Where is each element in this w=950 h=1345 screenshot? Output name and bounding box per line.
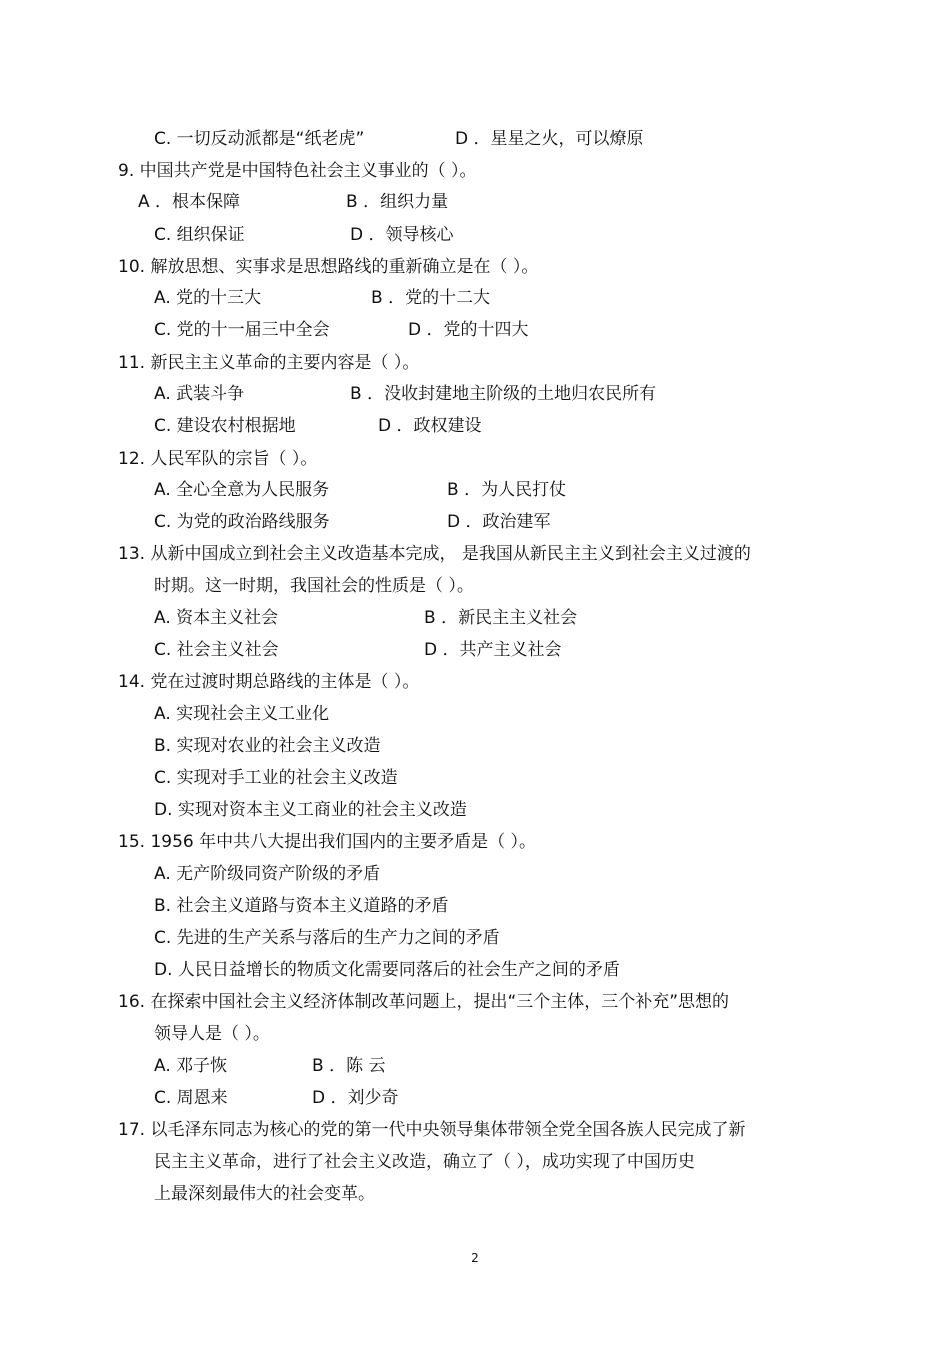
q9-question-stem: 9. 中国共产党是中国特色社会主义事业的（ ）。 (118, 161, 477, 181)
q16-question-stem-line-1: 16. 在探索中国社会主义经济体制改革问题上，提出“三个主体，三个补充”思想的 (118, 992, 730, 1012)
q13-option-b: B ．新民主主义社会 (424, 608, 578, 628)
q10-option-c: C. 党的十一届三中全会 (154, 320, 330, 340)
q17-question-stem-line-3: 上最深刻最伟大的社会变革。 (154, 1184, 375, 1204)
q13-option-c: C. 社会主义社会 (154, 640, 279, 660)
q12-option-a: A. 全心全意为人民服务 (154, 480, 330, 500)
q11-option-a: A. 武装斗争 (154, 384, 245, 404)
q12-question-stem: 12. 人民军队的宗旨（ ）。 (118, 449, 318, 469)
q12-option-b: B ．为人民打仗 (447, 480, 567, 500)
q10-option-a: A. 党的十三大 (154, 288, 262, 308)
q14-question-stem: 14. 党在过渡时期总路线的主体是（ ）。 (118, 672, 420, 692)
q16-option-b: B ．陈 云 (312, 1056, 386, 1076)
q14-option-b: B. 实现对农业的社会主义改造 (154, 736, 381, 756)
q16-option-d: D ．刘少奇 (312, 1088, 399, 1108)
q9-option-b: B ．组织力量 (346, 192, 449, 212)
q13-option-d: D ．共产主义社会 (424, 640, 562, 660)
q11-option-d: D ．政权建设 (378, 416, 482, 436)
q13-question-stem-line-2: 时期。这一时期，我国社会的性质是（ ）。 (154, 576, 474, 596)
q11-option-b: B ．没收封建地主阶级的土地归农民所有 (350, 384, 657, 404)
q9-option-d: D ．领导核心 (350, 225, 454, 245)
q9-option-a: A ．根本保障 (138, 192, 241, 212)
q10-question-stem: 10. 解放思想、实事求是思想路线的重新确立是在（ ）。 (118, 257, 539, 277)
q15-option-d: D. 人民日益增长的物质文化需要同落后的社会生产之间的矛盾 (154, 960, 620, 980)
q16-option-a: A. 邓子恢 (154, 1056, 228, 1076)
q16-option-c: C. 周恩来 (154, 1088, 228, 1108)
q14-option-c: C. 实现对手工业的社会主义改造 (154, 768, 398, 788)
q15-option-a: A. 无产阶级同资产阶级的矛盾 (154, 864, 381, 884)
page-number: 2 (471, 1251, 479, 1265)
q15-question-stem: 15. 1956 年中共八大提出我们国内的主要矛盾是（ ）。 (118, 832, 537, 852)
q8-option-c: C. 一切反动派都是“纸老虎” (154, 129, 365, 149)
q9-option-c: C. 组织保证 (154, 225, 245, 245)
q13-option-a: A. 资本主义社会 (154, 608, 279, 628)
q17-question-stem-line-1: 17. 以毛泽东同志为核心的党的第一代中央领导集体带领全党全国各族人民完成了新 (118, 1120, 746, 1140)
q12-option-d: D ．政治建军 (447, 512, 551, 532)
q14-option-a: A. 实现社会主义工业化 (154, 704, 330, 724)
q10-option-d: D ．党的十四大 (408, 320, 529, 340)
q11-option-c: C. 建设农村根据地 (154, 416, 296, 436)
q15-option-c: C. 先进的生产关系与落后的生产力之间的矛盾 (154, 928, 500, 948)
q13-question-stem-line-1: 13. 从新中国成立到社会主义改造基本完成， 是我国从新民主主义到社会主义过渡的 (118, 544, 751, 564)
q10-option-b: B ．党的十二大 (371, 288, 491, 308)
q11-question-stem: 11. 新民主主义革命的主要内容是（ ）。 (118, 353, 420, 373)
q14-option-d: D. 实现对资本主义工商业的社会主义改造 (154, 800, 467, 820)
q8-option-d: D ．星星之火，可以燎原 (455, 129, 644, 149)
q16-question-stem-line-2: 领导人是（ ）。 (154, 1024, 270, 1044)
q12-option-c: C. 为党的政治路线服务 (154, 512, 330, 532)
q15-option-b: B. 社会主义道路与资本主义道路的矛盾 (154, 896, 449, 916)
q17-question-stem-line-2: 民主主义革命，进行了社会主义改造，确立了（ ），成功实现了中国历史 (154, 1152, 695, 1172)
